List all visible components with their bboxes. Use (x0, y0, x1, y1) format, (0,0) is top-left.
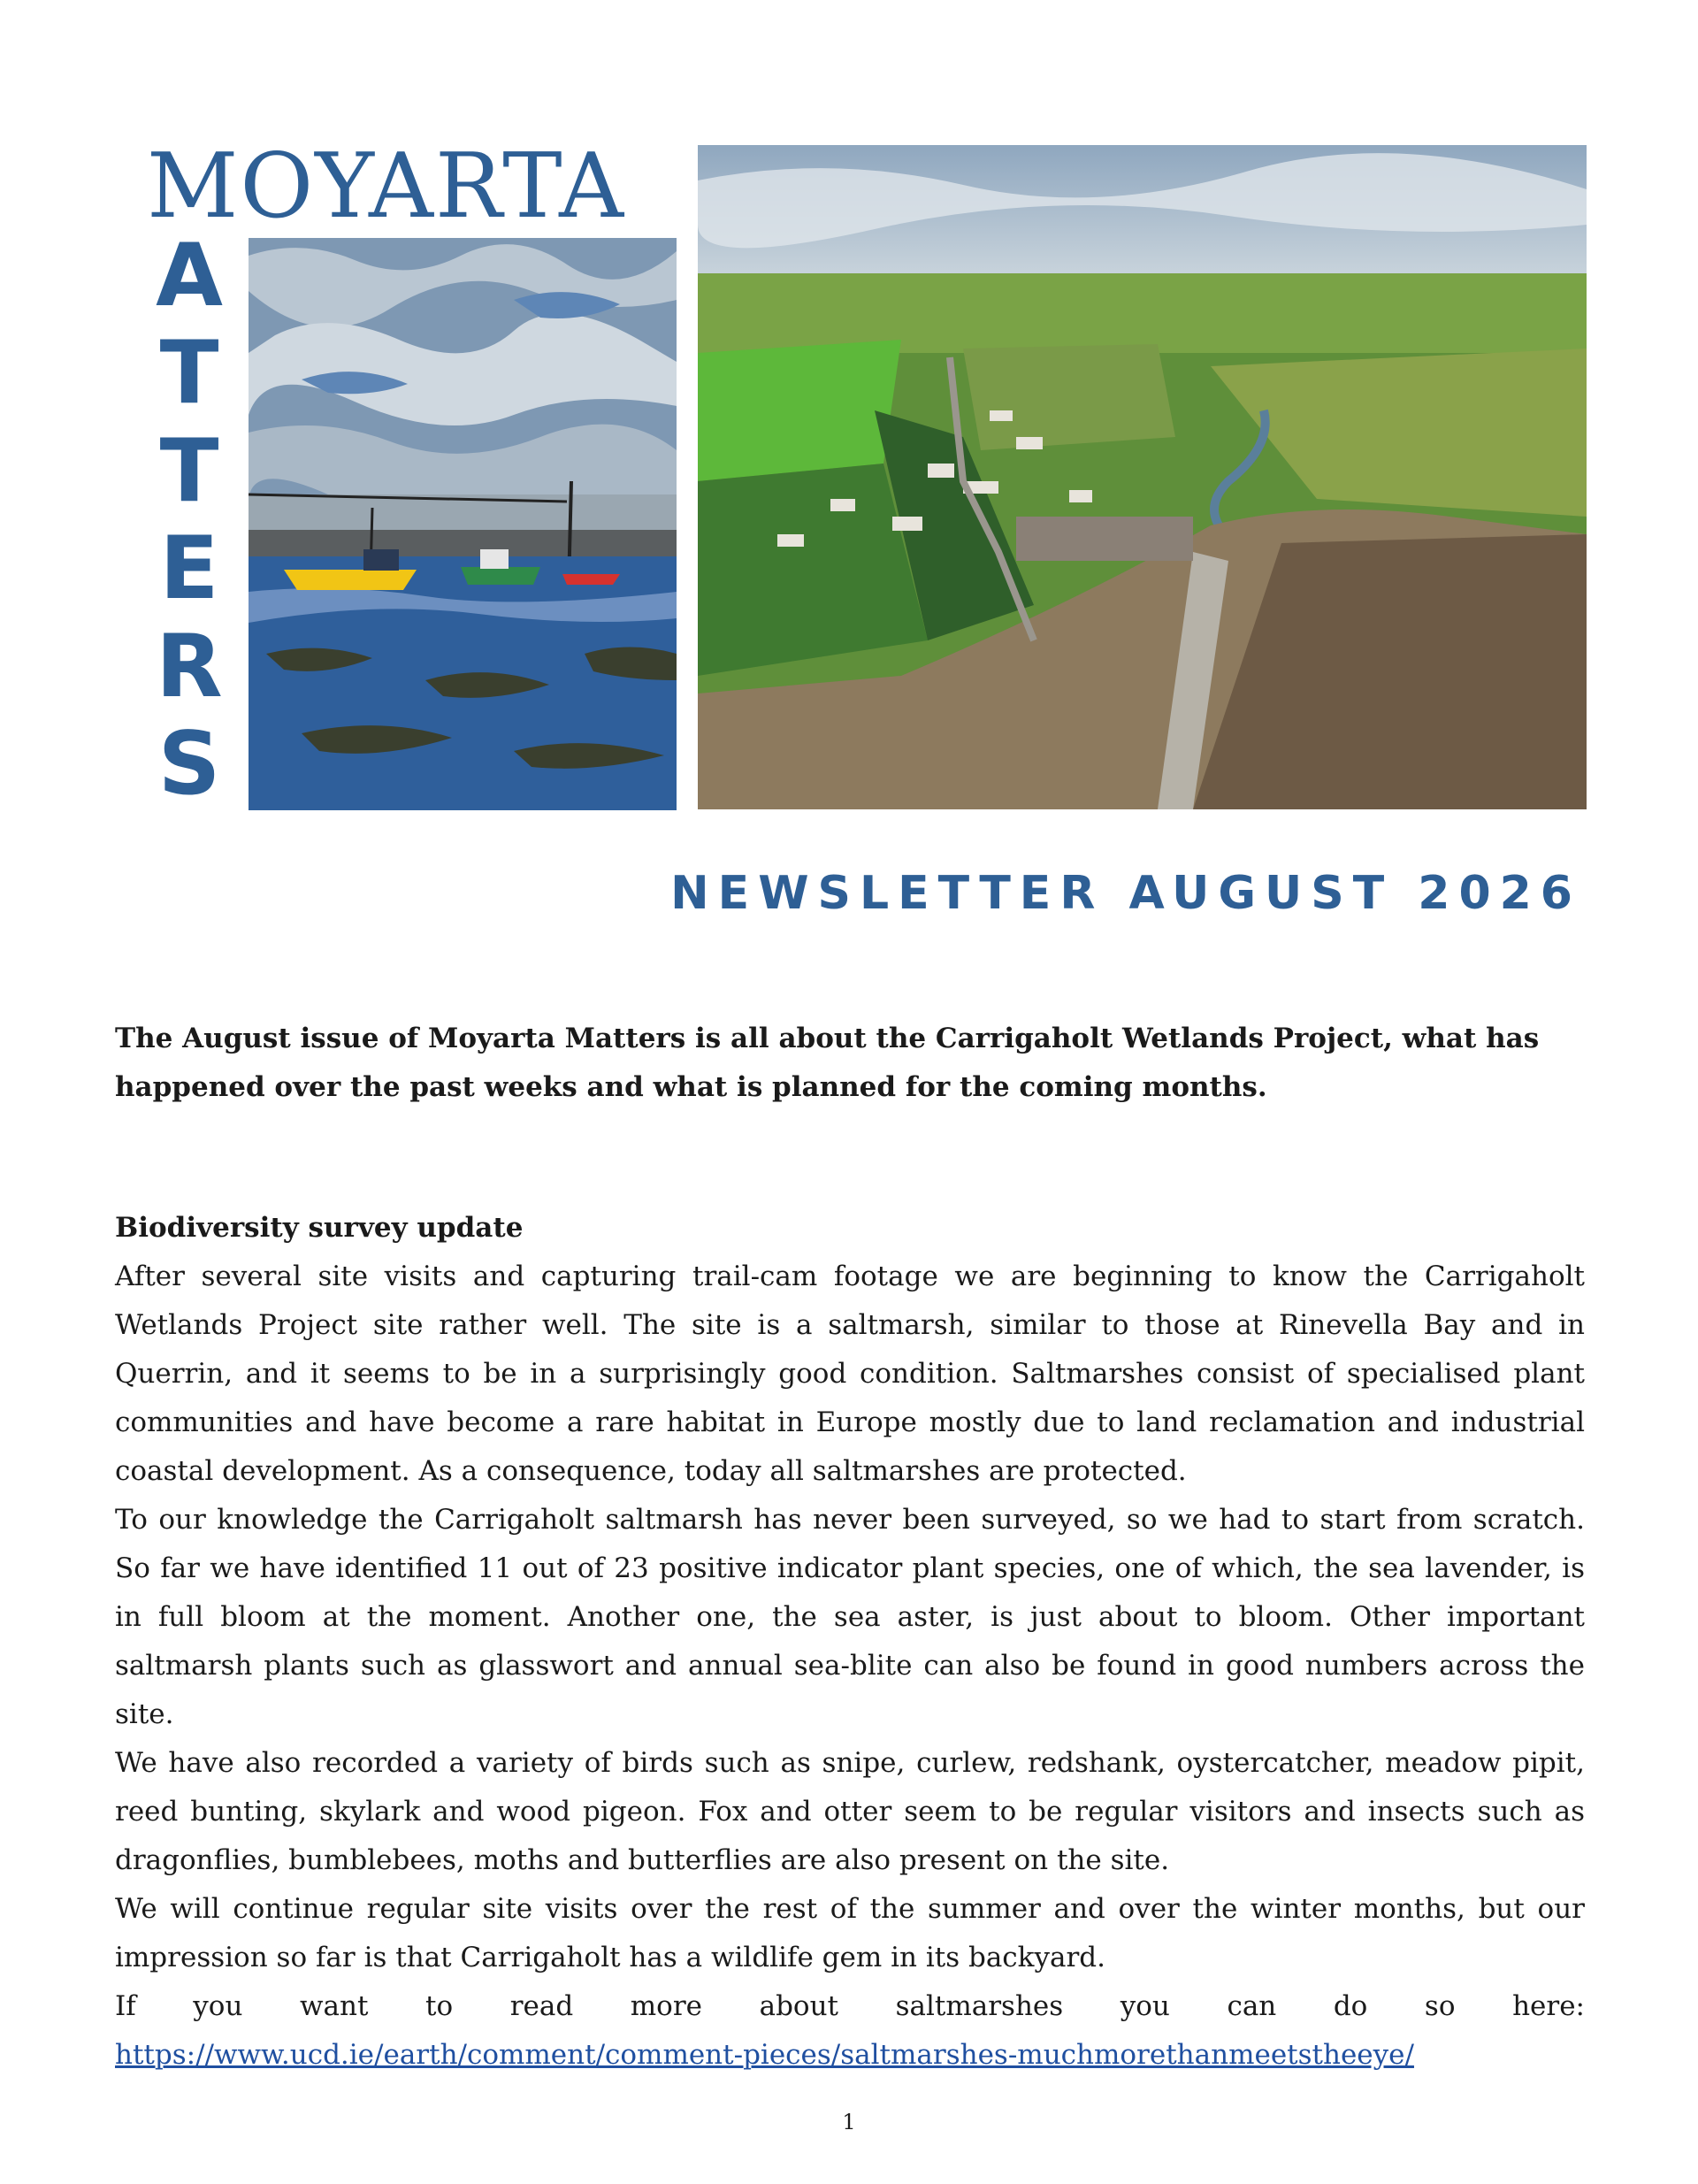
masthead-title: MOYARTA (147, 134, 626, 238)
article-body (115, 1204, 1585, 2080)
masthead-letter: T (159, 323, 219, 425)
masthead-vertical-word (149, 226, 230, 815)
harbour-poster-illustration (249, 238, 677, 810)
link-paragraph (115, 1982, 1585, 2080)
aerial-photo-illustration (698, 145, 1587, 809)
body-paragraph: We will continue regular site visits over the rest of the summer and over the winter months, but our impression so far is that Carrigaholt has a wildlife gem in its backyard. (115, 1893, 1585, 1973)
lead-paragraph: The August issue of Moyarta Matters is all about the Carrigaholt Wetlands Project, what has happened over the past weeks and what is planned for the coming months. (115, 1023, 1540, 1103)
section-heading: Biodiversity survey update (115, 1212, 524, 1244)
masthead-letter: E (159, 518, 219, 620)
link-intro-text: If you want to read more about saltmarshes you can do so here: (115, 1990, 1585, 2022)
masthead-letter: S (157, 713, 221, 815)
body-paragraph: After several site visits and capturing trail-cam footage we are beginning to know the Carrigaholt Wetlands Project site rather well. The site is a saltmarsh, similar to those at Rinevella Bay and in Querrin, and it seems to be in a surprisingly good condition. Saltmarshes consist of specialised plant communities and have become a rare habitat in Europe mostly due to land reclamation and industrial coastal development. As a consequence, today all saltmarshes are protected. (115, 1261, 1585, 1487)
newsletter-title: NEWSLETTER AUGUST 2026 (670, 867, 1581, 920)
page-number: 1 (842, 2110, 856, 2134)
aerial-village-photo (698, 145, 1587, 809)
body-paragraph: We have also recorded a variety of birds such as snipe, curlew, redshank, oystercatcher, meadow pipit, reed bunting, skylark and wood pigeon. Fox and otter seem to be regular visitors and insects such as dragonflies, bumblebees, moths and butterflies are also present on the site. (115, 1747, 1585, 1876)
harbour-poster-image (249, 238, 677, 810)
masthead-letter: T (159, 420, 219, 522)
masthead-letter: R (156, 616, 223, 717)
masthead-letter: A (156, 226, 223, 326)
saltmarsh-article-link[interactable]: https://www.ucd.ie/earth/comment/comment-pieces/saltmarshes-muchmorethanmeetstheeye/ (115, 2039, 1414, 2071)
body-paragraph: To our knowledge the Carrigaholt saltmarsh has never been surveyed, so we had to start from scratch. So far we have identified 11 out of 23 positive indicator plant species, one of which, the sea lavender, is in full bloom at the moment. Another one, the sea aster, is just about to bloom. Other important saltmarsh plants such as glasswort and annual sea-blite can also be found in good numbers across the site. (115, 1504, 1585, 1730)
